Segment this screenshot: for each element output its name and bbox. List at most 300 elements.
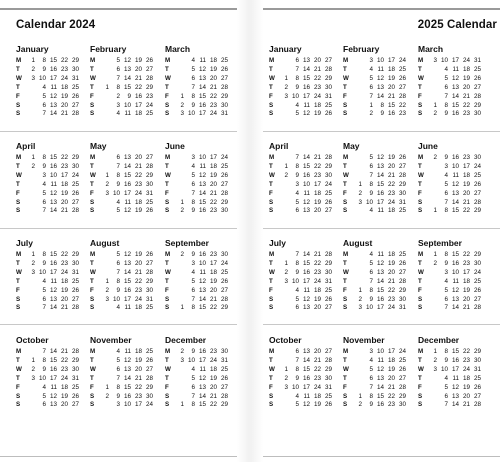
- date-cell: 21: [313, 65, 321, 73]
- weekday-letter: T: [343, 83, 347, 91]
- date-cell: 15: [376, 180, 384, 188]
- date-cell: 4: [42, 383, 46, 391]
- date-cell: 13: [49, 295, 57, 303]
- date-cell: 17: [209, 259, 217, 267]
- date-cell: 23: [145, 92, 153, 100]
- date-cell: 1: [369, 101, 373, 109]
- date-cell: 7: [191, 83, 195, 91]
- weekday-rows: [165, 250, 239, 312]
- date-cell: 23: [134, 392, 142, 400]
- date-cell: 16: [134, 92, 142, 100]
- date-cell: 5: [116, 57, 120, 64]
- date-cell: 29: [324, 365, 332, 373]
- date-cell: 27: [398, 162, 406, 170]
- date-cell: 3: [180, 356, 184, 364]
- date-cell: 7: [444, 304, 448, 312]
- date-cell: 6: [42, 198, 46, 206]
- date-cell: 19: [313, 110, 321, 118]
- weekday-row: [418, 206, 492, 216]
- weekday-letter: S: [269, 392, 274, 400]
- month-july: [269, 238, 343, 312]
- date-cell: 11: [303, 392, 310, 400]
- date-cell: 9: [42, 65, 46, 73]
- weekday-rows: [343, 250, 417, 312]
- weekday-letter: F: [90, 286, 94, 294]
- date-cell: 14: [451, 198, 459, 206]
- date-cell: 25: [145, 198, 153, 206]
- date-cell: 23: [60, 65, 68, 73]
- weekday-letter: T: [16, 259, 20, 267]
- date-cell: 8: [444, 251, 448, 258]
- weekday-letter: S: [90, 295, 95, 303]
- weekday-letter: W: [343, 171, 349, 179]
- date-cell: 28: [145, 162, 153, 170]
- date-cell: 30: [145, 180, 153, 188]
- date-cell: 13: [302, 348, 310, 355]
- date-cell: 17: [376, 304, 384, 312]
- weekday-letter: W: [16, 74, 22, 82]
- date-cell: 22: [462, 348, 470, 355]
- weekday-letter: S: [418, 295, 423, 303]
- date-cell: 27: [398, 83, 406, 91]
- date-cell: 3: [105, 189, 109, 197]
- date-cell: 6: [191, 180, 195, 188]
- date-cell: 5: [444, 180, 448, 188]
- weekday-rows: [418, 153, 492, 215]
- date-cell: 19: [462, 286, 470, 294]
- date-cell: 28: [145, 374, 153, 382]
- weekday-letter: F: [90, 189, 94, 197]
- date-cell: 25: [398, 356, 406, 364]
- date-cell: 18: [134, 198, 142, 206]
- date-cell: 12: [302, 110, 310, 118]
- weekday-letter: M: [343, 348, 349, 355]
- date-cell: 14: [376, 171, 384, 179]
- weekday-letter: T: [90, 277, 94, 285]
- date-cell: 15: [49, 57, 57, 64]
- date-cell: 1: [180, 304, 184, 312]
- date-cell: 29: [145, 277, 153, 285]
- month-december: [418, 335, 492, 409]
- weekday-letter: T: [165, 180, 169, 188]
- weekday-letter: S: [90, 198, 95, 206]
- date-cell: 29: [324, 74, 332, 82]
- date-cell: 13: [376, 268, 384, 276]
- date-cell: 28: [398, 171, 406, 179]
- date-cell: 28: [398, 277, 406, 285]
- date-cell: 19: [209, 277, 217, 285]
- date-cell: 10: [38, 268, 46, 276]
- date-cell: 2: [284, 268, 288, 276]
- weekday-rows: [269, 347, 343, 409]
- date-cell: 4: [42, 277, 46, 285]
- date-cell: 15: [451, 348, 459, 355]
- date-cell: 23: [387, 295, 395, 303]
- date-cell: 5: [295, 401, 299, 409]
- weekday-rows: [165, 347, 239, 409]
- date-cell: 5: [116, 356, 120, 364]
- weekday-letter: T: [269, 180, 273, 188]
- date-cell: 6: [42, 401, 46, 409]
- date-cell: 14: [198, 83, 206, 91]
- date-cell: 15: [302, 259, 310, 267]
- date-cell: 11: [50, 277, 57, 285]
- date-cell: 30: [71, 162, 79, 170]
- date-cell: 3: [31, 374, 35, 382]
- date-cell: 12: [376, 74, 384, 82]
- date-cell: 27: [71, 198, 79, 206]
- date-cell: 23: [209, 207, 217, 215]
- date-cell: 17: [123, 295, 131, 303]
- month-name: January: [269, 44, 302, 54]
- date-cell: 8: [116, 383, 120, 391]
- divider: [263, 131, 500, 132]
- weekday-rows: [90, 56, 164, 118]
- date-cell: 11: [50, 383, 57, 391]
- date-cell: 27: [324, 348, 332, 355]
- date-cell: 21: [60, 348, 68, 355]
- date-cell: 12: [376, 259, 384, 267]
- date-cell: 4: [444, 65, 448, 73]
- month-march: [418, 44, 492, 118]
- date-cell: 18: [387, 207, 395, 215]
- date-cell: 26: [324, 110, 332, 118]
- date-cell: 8: [191, 401, 195, 409]
- date-cell: 16: [198, 251, 206, 258]
- date-cell: 3: [284, 383, 288, 391]
- date-cell: 15: [123, 383, 131, 391]
- date-cell: 2: [180, 251, 184, 258]
- date-cell: 1: [180, 198, 184, 206]
- date-cell: 17: [198, 110, 206, 118]
- date-cell: 4: [444, 171, 448, 179]
- date-cell: 19: [387, 74, 395, 82]
- date-cell: 24: [209, 110, 217, 118]
- date-cell: 8: [369, 286, 373, 294]
- weekday-letter: S: [343, 101, 348, 109]
- date-cell: 9: [444, 356, 448, 364]
- date-cell: 9: [369, 189, 373, 197]
- date-cell: 26: [324, 401, 332, 409]
- date-cell: 7: [295, 65, 299, 73]
- date-cell: 25: [324, 286, 332, 294]
- date-cell: 31: [324, 383, 332, 391]
- date-cell: 11: [452, 171, 459, 179]
- weekday-letter: T: [165, 162, 169, 170]
- date-cell: 18: [134, 110, 142, 118]
- date-cell: 30: [220, 251, 228, 258]
- date-cell: 24: [473, 268, 481, 276]
- month-september: [165, 238, 239, 312]
- date-cell: 7: [369, 383, 373, 391]
- weekday-rows: [418, 250, 492, 312]
- weekday-letter: W: [269, 268, 275, 276]
- date-cell: 4: [444, 374, 448, 382]
- date-cell: 7: [191, 392, 195, 400]
- date-cell: 7: [42, 304, 46, 312]
- date-cell: 29: [71, 57, 79, 64]
- date-cell: 16: [198, 348, 206, 355]
- weekday-letter: M: [165, 57, 171, 64]
- divider: [0, 228, 237, 229]
- date-cell: 28: [145, 74, 153, 82]
- date-cell: 15: [198, 304, 206, 312]
- date-cell: 9: [191, 251, 195, 258]
- date-cell: 1: [31, 356, 35, 364]
- weekday-rows: [269, 153, 343, 215]
- weekday-letter: W: [90, 365, 96, 373]
- date-cell: 11: [199, 162, 206, 170]
- date-cell: 30: [324, 171, 332, 179]
- date-cell: 25: [145, 110, 153, 118]
- date-cell: 4: [369, 207, 373, 215]
- month-june: [418, 141, 492, 215]
- date-cell: 17: [209, 154, 217, 161]
- date-cell: 1: [433, 207, 437, 215]
- weekday-letter: F: [418, 286, 422, 294]
- weekday-letter: T: [90, 356, 94, 364]
- date-cell: 5: [369, 74, 373, 82]
- date-cell: 13: [302, 207, 310, 215]
- weekday-letter: T: [418, 162, 422, 170]
- weekday-row: [418, 303, 492, 313]
- weekday-rows: [90, 153, 164, 215]
- weekday-letter: F: [343, 92, 347, 100]
- weekday-letter: T: [165, 65, 169, 73]
- date-cell: 6: [295, 348, 299, 355]
- date-cell: 8: [191, 304, 195, 312]
- date-cell: 20: [134, 365, 142, 373]
- date-cell: 16: [198, 101, 206, 109]
- date-cell: 4: [116, 348, 120, 355]
- weekday-row: [269, 400, 343, 410]
- date-cell: 4: [116, 304, 120, 312]
- date-cell: 14: [198, 392, 206, 400]
- weekday-letter: S: [269, 110, 274, 118]
- date-cell: 23: [209, 251, 217, 258]
- date-cell: 11: [377, 251, 384, 258]
- weekday-row: [90, 303, 164, 313]
- weekday-letter: T: [16, 277, 20, 285]
- date-cell: 9: [444, 110, 448, 118]
- date-cell: 14: [123, 162, 131, 170]
- month-name: July: [16, 238, 34, 248]
- date-cell: 7: [444, 401, 448, 409]
- date-cell: 28: [71, 348, 79, 355]
- date-cell: 19: [313, 401, 321, 409]
- date-cell: 9: [191, 207, 195, 215]
- date-cell: 2: [284, 171, 288, 179]
- date-cell: 28: [324, 154, 332, 161]
- date-cell: 30: [220, 101, 228, 109]
- date-cell: 2: [180, 101, 184, 109]
- date-cell: 15: [302, 365, 310, 373]
- month-name: July: [269, 238, 287, 248]
- date-cell: 25: [473, 277, 481, 285]
- weekday-letter: F: [418, 383, 422, 391]
- weekday-rows: [343, 56, 417, 118]
- date-cell: 27: [473, 83, 481, 91]
- weekday-letter: S: [343, 392, 348, 400]
- weekday-letter: S: [269, 101, 274, 109]
- weekday-letter: T: [418, 356, 422, 364]
- date-cell: 24: [313, 92, 321, 100]
- weekday-letter: F: [165, 189, 169, 197]
- weekday-letter: S: [343, 304, 348, 312]
- month-july: [16, 238, 90, 312]
- date-cell: 26: [145, 356, 153, 364]
- weekday-letter: T: [418, 180, 422, 188]
- date-cell: 12: [198, 374, 206, 382]
- weekday-rows: [418, 56, 492, 118]
- date-cell: 15: [49, 251, 57, 258]
- date-cell: 30: [398, 401, 406, 409]
- date-cell: 17: [198, 356, 206, 364]
- weekday-row: [90, 400, 164, 410]
- weekday-letter: T: [343, 277, 347, 285]
- weekday-letter: W: [343, 268, 349, 276]
- date-cell: 8: [116, 171, 120, 179]
- date-cell: 6: [369, 374, 373, 382]
- month-august: [90, 238, 164, 312]
- weekday-letter: S: [16, 401, 21, 409]
- date-cell: 20: [462, 295, 470, 303]
- date-cell: 16: [387, 110, 395, 118]
- month-name: September: [165, 238, 209, 248]
- date-cell: 12: [49, 189, 57, 197]
- date-cell: 20: [387, 268, 395, 276]
- date-cell: 24: [462, 365, 470, 373]
- weekday-row: [165, 400, 239, 410]
- date-cell: 6: [42, 101, 46, 109]
- date-cell: 6: [116, 365, 120, 373]
- date-cell: 6: [116, 154, 120, 161]
- date-cell: 28: [220, 295, 228, 303]
- date-cell: 12: [49, 286, 57, 294]
- date-cell: 8: [295, 74, 299, 82]
- date-cell: 22: [209, 92, 217, 100]
- date-cell: 2: [433, 154, 437, 161]
- date-cell: 15: [302, 162, 310, 170]
- date-cell: 31: [398, 198, 406, 206]
- date-cell: 26: [398, 154, 406, 161]
- date-cell: 10: [440, 57, 448, 64]
- date-cell: 7: [116, 268, 120, 276]
- date-cell: 29: [145, 83, 153, 91]
- date-cell: 18: [313, 286, 321, 294]
- date-cell: 24: [387, 304, 395, 312]
- date-cell: 4: [295, 101, 299, 109]
- date-cell: 1: [433, 101, 437, 109]
- date-cell: 2: [433, 356, 437, 364]
- weekday-letter: M: [343, 57, 349, 64]
- date-cell: 5: [444, 74, 448, 82]
- weekday-letter: T: [16, 83, 20, 91]
- weekday-letter: T: [90, 180, 94, 188]
- date-cell: 29: [324, 162, 332, 170]
- date-cell: 26: [398, 74, 406, 82]
- date-cell: 8: [369, 392, 373, 400]
- date-cell: 13: [302, 304, 310, 312]
- weekday-rows: [343, 153, 417, 215]
- date-cell: 11: [50, 180, 57, 188]
- date-cell: 10: [376, 348, 384, 355]
- weekday-letter: F: [269, 286, 273, 294]
- date-cell: 18: [313, 392, 321, 400]
- date-cell: 1: [105, 83, 109, 91]
- date-cell: 19: [134, 251, 142, 258]
- date-cell: 23: [60, 259, 68, 267]
- weekday-letter: S: [165, 304, 170, 312]
- date-cell: 7: [369, 171, 373, 179]
- date-cell: 1: [358, 286, 362, 294]
- month-name: June: [165, 141, 185, 151]
- date-cell: 1: [31, 251, 35, 258]
- weekday-rows: [16, 153, 90, 215]
- date-cell: 15: [123, 171, 131, 179]
- date-cell: 7: [191, 189, 195, 197]
- weekday-rows: [165, 153, 239, 215]
- weekday-letter: M: [90, 57, 96, 64]
- date-cell: 12: [123, 356, 131, 364]
- date-cell: 8: [444, 348, 448, 355]
- date-cell: 31: [145, 189, 153, 197]
- date-cell: 26: [220, 171, 228, 179]
- weekday-letter: S: [269, 198, 274, 206]
- date-cell: 11: [124, 304, 131, 312]
- date-cell: 26: [71, 92, 79, 100]
- date-cell: 27: [473, 295, 481, 303]
- date-cell: 16: [376, 189, 384, 197]
- weekday-letter: S: [269, 295, 274, 303]
- date-cell: 9: [191, 101, 195, 109]
- date-cell: 13: [451, 295, 459, 303]
- date-cell: 30: [220, 348, 228, 355]
- date-cell: 3: [116, 401, 120, 409]
- date-cell: 22: [209, 401, 217, 409]
- date-cell: 20: [387, 162, 395, 170]
- date-cell: 11: [199, 268, 206, 276]
- date-cell: 30: [473, 154, 481, 161]
- date-cell: 23: [313, 171, 321, 179]
- date-cell: 25: [71, 383, 79, 391]
- date-cell: 10: [440, 365, 448, 373]
- date-cell: 11: [303, 189, 310, 197]
- date-cell: 9: [42, 259, 46, 267]
- date-cell: 2: [31, 259, 35, 267]
- weekday-letter: M: [16, 251, 22, 258]
- weekday-letter: M: [269, 251, 275, 258]
- date-cell: 8: [191, 198, 195, 206]
- weekday-rows: [16, 56, 90, 118]
- date-cell: 21: [387, 277, 395, 285]
- date-cell: 25: [324, 189, 332, 197]
- date-cell: 20: [209, 180, 217, 188]
- date-cell: 19: [209, 65, 217, 73]
- date-cell: 31: [71, 74, 79, 82]
- weekday-letter: M: [16, 154, 22, 161]
- date-cell: 19: [60, 92, 68, 100]
- weekday-rows: [90, 250, 164, 312]
- month-name: October: [269, 335, 302, 345]
- weekday-row: [418, 109, 492, 119]
- divider: [0, 324, 237, 325]
- date-cell: 14: [302, 356, 310, 364]
- date-cell: 8: [42, 356, 46, 364]
- weekday-letter: T: [165, 356, 169, 364]
- date-cell: 16: [49, 162, 57, 170]
- date-cell: 5: [191, 277, 195, 285]
